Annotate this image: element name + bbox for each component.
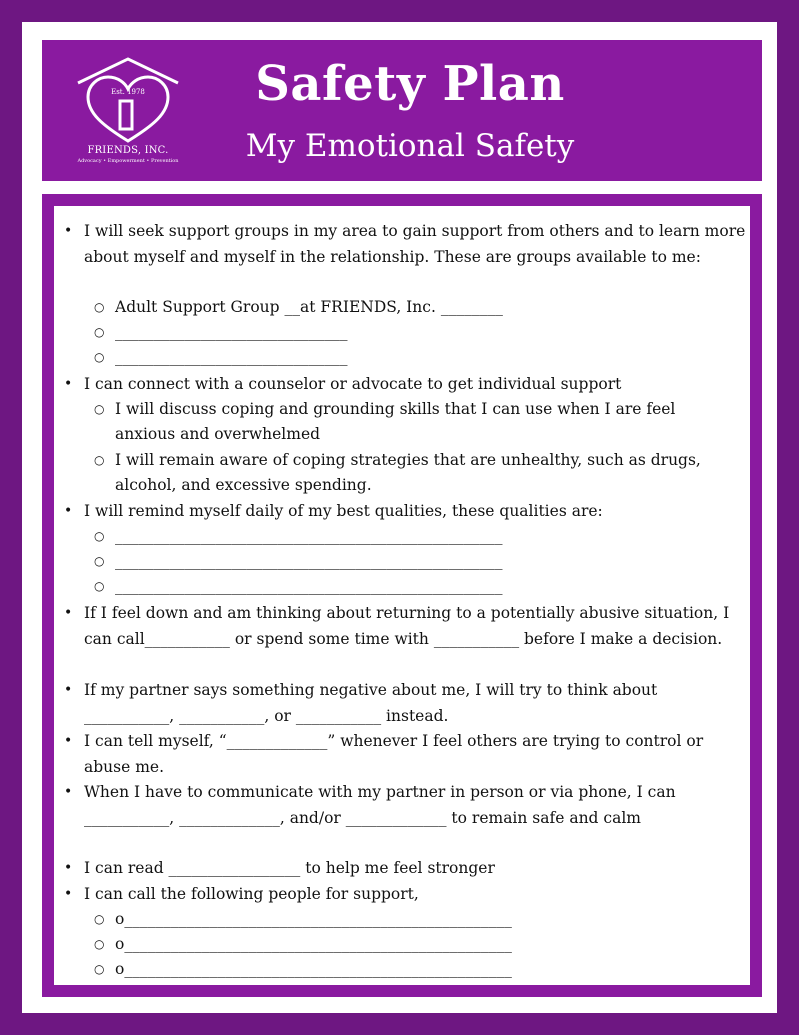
sub-list-item-text: ______________________________ (115, 323, 348, 341)
list-item-text: When I have to communicate with my partner in person or via phone, I can ___________, _____________, and/or _____________ to remain safe and calm (84, 783, 676, 827)
circle-bullet-icon: ○ (94, 402, 105, 416)
sub-list-item-text: I will discuss coping and grounding skills that I can use when I are feel anxious and overwhelmed (115, 400, 676, 443)
bullet-icon: • (64, 886, 73, 902)
sub-list-item-text: o__________________________________________________ (115, 910, 512, 928)
list-item-text: I can read _________________ to help me feel stronger (84, 859, 495, 877)
circle-bullet-icon: ○ (94, 453, 105, 467)
content-panel (54, 206, 750, 985)
list-item-text: I will seek support groups in my area to gain support from others and to learn more about myself and myself in the relationship. These are groups available to me: (84, 222, 746, 266)
bullet-icon: • (64, 682, 73, 698)
circle-bullet-icon: ○ (94, 912, 105, 926)
circle-bullet-icon: ○ (94, 579, 105, 593)
sub-list-item-text: Adult Support Group __at FRIENDS, Inc. ________ (115, 298, 503, 316)
bullet-icon: • (64, 223, 73, 239)
bullet-icon: • (64, 733, 73, 749)
friends-inc-logo (72, 55, 184, 167)
logo-tagline: Advocacy • Empowerment • Prevention (77, 158, 179, 164)
sub-list-item-text: __________________________________________________ (115, 527, 503, 545)
bullet-icon: • (64, 784, 73, 800)
logo-name: FRIENDS, INC. (87, 145, 169, 156)
list-item-text: I can tell myself, “_____________” whenever I feel others are trying to control or abuse me. (84, 732, 704, 776)
sub-list-item-text: I will remain aware of coping strategies that are unhealthy, such as drugs, alcohol, and excessive spending. (115, 451, 701, 494)
circle-bullet-icon: ○ (94, 350, 105, 364)
circle-bullet-icon: ○ (94, 937, 105, 951)
list-item-text: I will remind myself daily of my best qualities, these qualities are: (84, 502, 603, 520)
list-item-text: I can connect with a counselor or advocate to get individual support (84, 375, 622, 393)
bullet-icon: • (64, 503, 73, 519)
sub-list-item-text: o__________________________________________________ (115, 960, 512, 978)
circle-bullet-icon: ○ (94, 325, 105, 339)
page-title: Safety Plan (255, 56, 565, 112)
circle-bullet-icon: ○ (94, 529, 105, 543)
logo-established: Est. 1978 (111, 88, 145, 96)
list-item-text: I can call the following people for support, (84, 885, 419, 903)
bullet-icon: • (64, 605, 73, 621)
page-subtitle: My Emotional Safety (245, 128, 575, 164)
sub-list-item-text: __________________________________________________ (115, 552, 503, 570)
sub-list-item-text: o__________________________________________________ (115, 935, 512, 953)
circle-bullet-icon: ○ (94, 554, 105, 568)
sub-list-item-text: ______________________________ (115, 348, 348, 366)
bullet-icon: • (64, 376, 73, 392)
circle-bullet-icon: ○ (94, 962, 105, 976)
sub-list-item-text: __________________________________________________ (115, 577, 503, 595)
bullet-icon: • (64, 860, 73, 876)
circle-bullet-icon: ○ (94, 300, 105, 314)
list-item-text: If I feel down and am thinking about returning to a potentially abusive situation, I can call___________ or spend some time with ___________ before I make a decision. (84, 604, 730, 648)
list-item-text: If my partner says something negative about me, I will try to think about ___________, ___________, or ___________ instead. (84, 681, 658, 725)
